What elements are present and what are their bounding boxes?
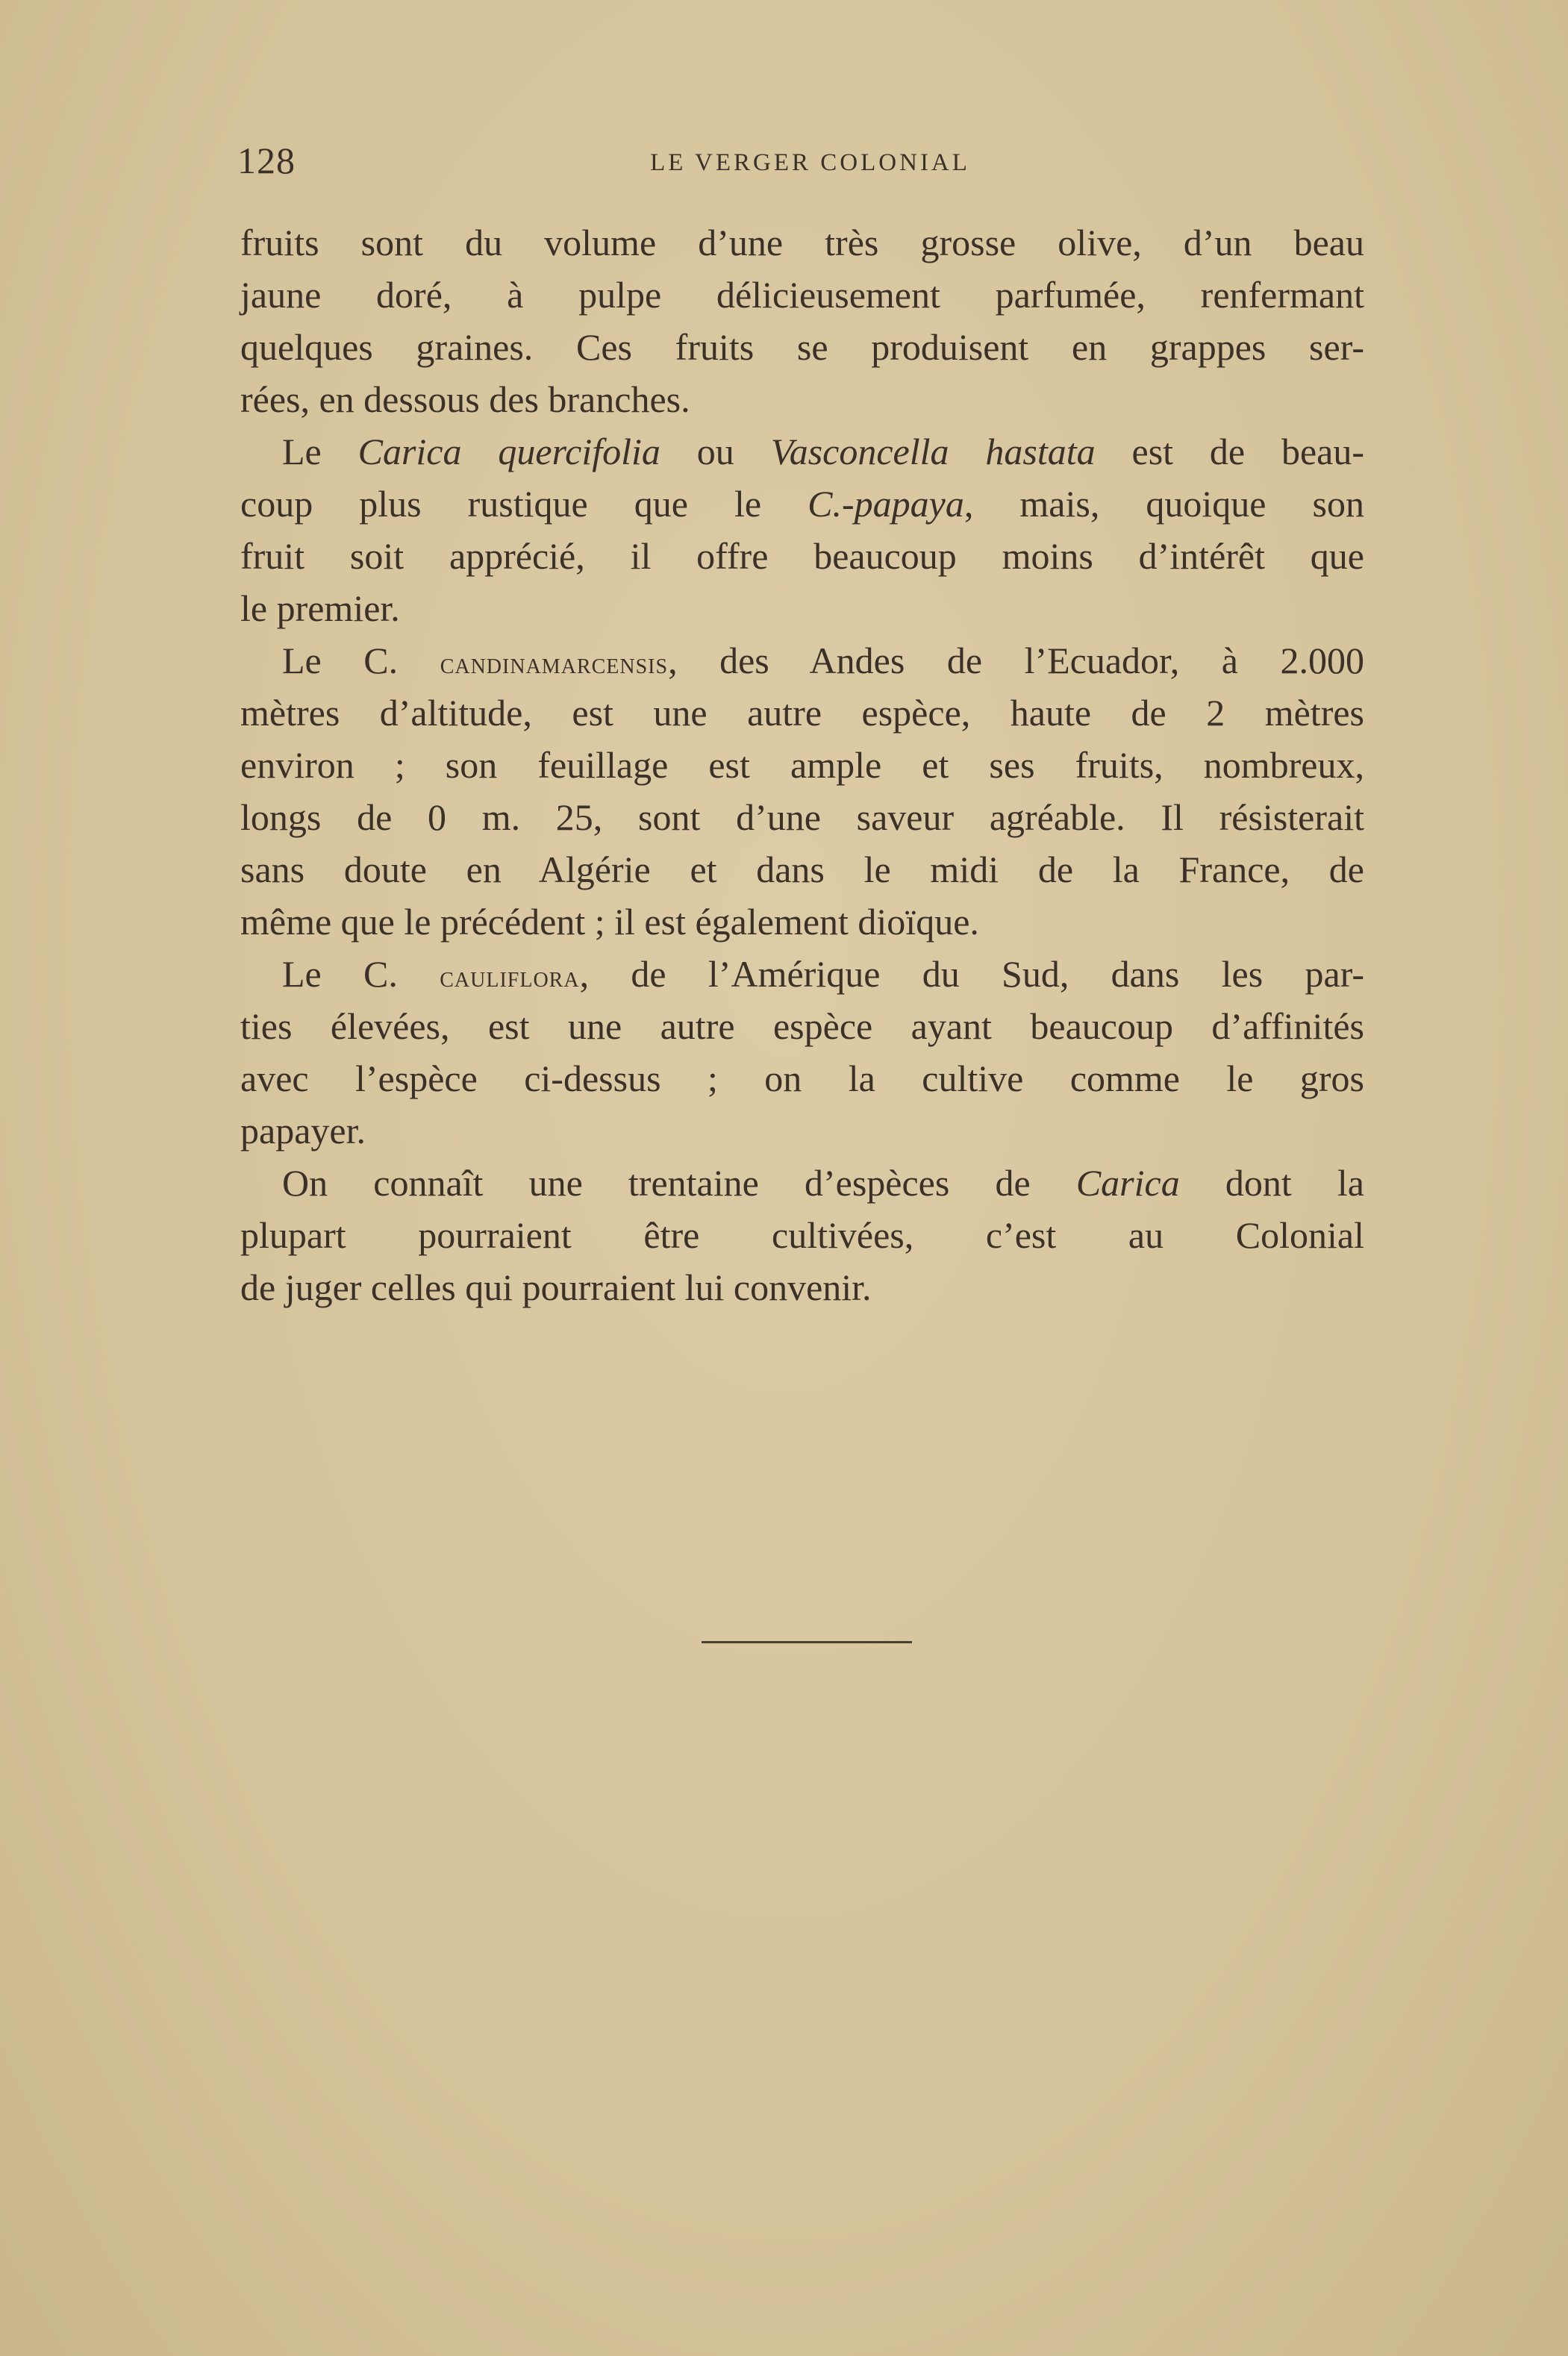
small-caps-text: cauliflora bbox=[440, 960, 580, 993]
text-span: longs de 0 m. 25, sont d’une saveur agréable. Il résisterait bbox=[240, 796, 1364, 838]
text-span: ou bbox=[660, 431, 771, 472]
text-line bbox=[240, 1104, 1364, 1157]
text-line bbox=[240, 687, 1364, 739]
text-line bbox=[240, 269, 1364, 321]
text-span: , mais, quoique son bbox=[963, 483, 1364, 525]
running-title: LE VERGER COLONIAL bbox=[650, 149, 970, 176]
text-span: mètres d’altitude, est une autre espèce, haute de 2 mètres bbox=[240, 692, 1364, 734]
text-span: environ ; son feuillage est ample et ses fruits, nombreux, bbox=[240, 744, 1364, 786]
text-line bbox=[240, 425, 1364, 478]
text-line bbox=[240, 216, 1364, 269]
text-span: Le bbox=[282, 431, 358, 472]
text-line bbox=[240, 530, 1364, 582]
text-line bbox=[240, 634, 1364, 687]
text-line bbox=[240, 1209, 1364, 1261]
text-line bbox=[240, 1261, 1364, 1313]
text-span: sans doute en Algérie et dans le midi de la France, de bbox=[240, 849, 1364, 890]
text-span: papayer. bbox=[240, 1110, 366, 1152]
text-line bbox=[240, 791, 1364, 843]
page-number: 128 bbox=[237, 140, 296, 181]
text-line bbox=[240, 739, 1364, 791]
small-caps-text: candinamarcensis bbox=[440, 646, 669, 680]
text-span: avec l’espèce ci-dessus ; on la cultive comme le gros bbox=[240, 1057, 1364, 1099]
text-line bbox=[240, 582, 1364, 634]
end-rule bbox=[702, 1641, 912, 1643]
text-line bbox=[240, 1157, 1364, 1209]
text-span: fruit soit apprécié, il offre beaucoup moins d’intérêt que bbox=[240, 535, 1364, 577]
text-line bbox=[240, 1000, 1364, 1052]
text-span: Le C. bbox=[282, 953, 440, 995]
text-span: coup plus rustique que le bbox=[240, 483, 808, 525]
text-span: le premier. bbox=[240, 587, 400, 629]
text-span: quelques graines. Ces fruits se produisent en grappes ser- bbox=[240, 326, 1364, 368]
text-line bbox=[240, 478, 1364, 530]
text-span: même que le précédent ; il est également dioïque. bbox=[240, 901, 979, 943]
text-span: est de beau- bbox=[1095, 431, 1365, 472]
text-line bbox=[240, 843, 1364, 896]
text-line bbox=[240, 948, 1364, 1000]
text-span: , des Andes de l’Ecuador, à 2.000 bbox=[668, 640, 1364, 681]
text-span: dont la bbox=[1179, 1162, 1364, 1204]
text-span: , de l’Amérique du Sud, dans les par- bbox=[579, 953, 1364, 995]
text-span: fruits sont du volume d’une très grosse olive, d’un beau bbox=[240, 222, 1364, 263]
italic-text: Vasconcella hastata bbox=[770, 431, 1096, 472]
text-span: plupart pourraient être cultivées, c’est au Colonial bbox=[240, 1214, 1364, 1256]
text-span: Le C. bbox=[282, 640, 440, 681]
italic-text: Carica quercifolia bbox=[357, 431, 660, 472]
text-span: On connaît une trentaine d’espèces de bbox=[282, 1162, 1076, 1204]
italic-text: C.-papaya bbox=[808, 483, 964, 525]
italic-text: Carica bbox=[1075, 1162, 1180, 1204]
text-span: rées, en dessous des branches. bbox=[240, 378, 690, 420]
text-line bbox=[240, 373, 1364, 425]
text-line bbox=[240, 896, 1364, 948]
text-span: ties élevées, est une autre espèce ayant beaucoup d’affinités bbox=[240, 1005, 1364, 1047]
text-line bbox=[240, 321, 1364, 373]
text-span: jaune doré, à pulpe délicieusement parfumée, renfermant bbox=[240, 274, 1364, 316]
text-line bbox=[240, 1052, 1364, 1104]
text-span: de juger celles qui pourraient lui convenir. bbox=[240, 1266, 872, 1308]
body-text bbox=[240, 216, 1364, 1313]
